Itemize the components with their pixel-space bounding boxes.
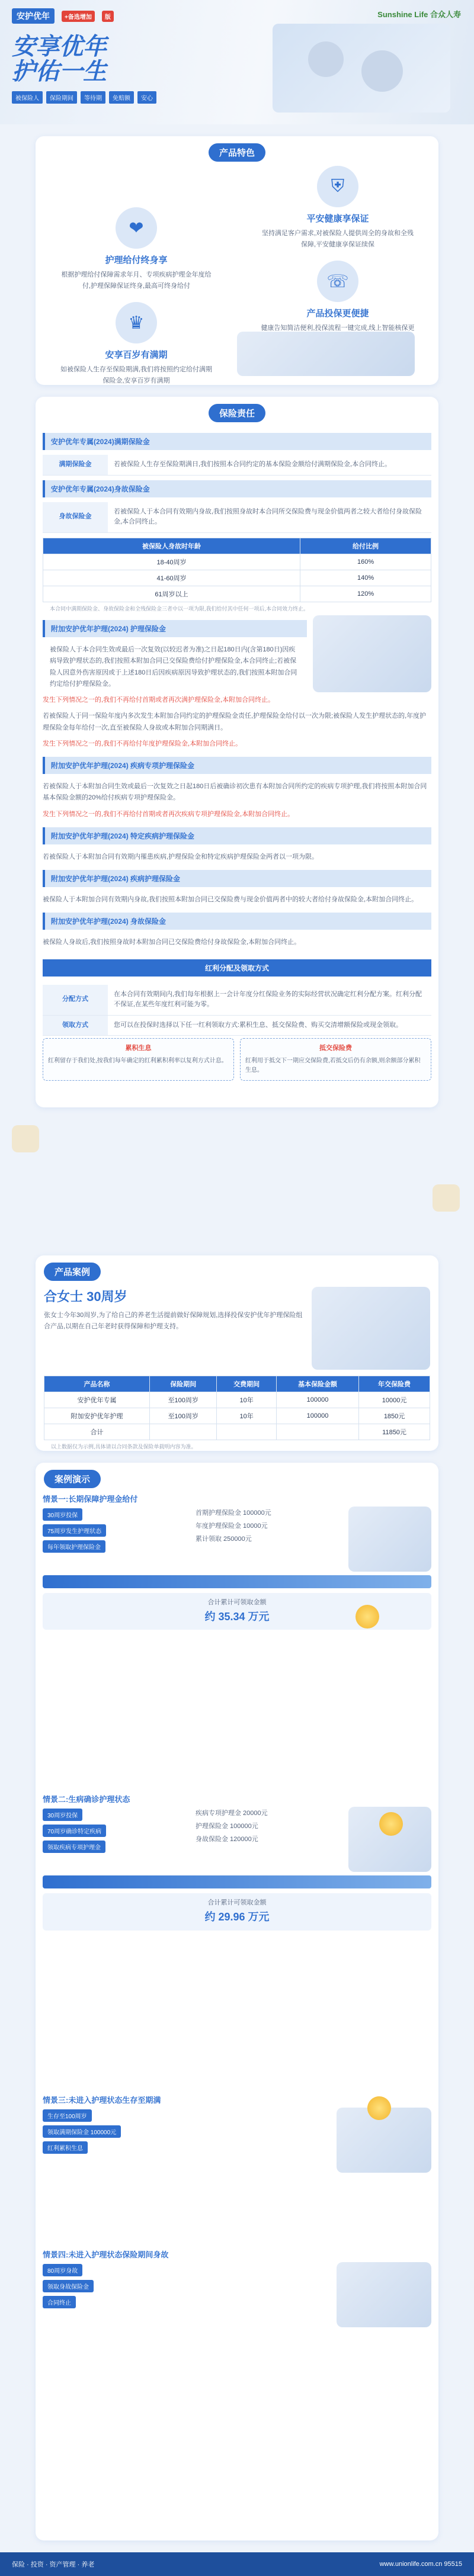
hero-banner xyxy=(0,0,474,124)
feature-item xyxy=(53,207,219,291)
features-title: 产品特色 xyxy=(209,143,265,162)
option-title: 累积生息 xyxy=(125,1045,152,1052)
summary-value: 约 29.96 万元 xyxy=(204,1910,270,1923)
table-cell: 附加安护优年护理 xyxy=(44,1408,150,1424)
person-figure xyxy=(308,41,344,77)
option-text: 红利用于抵交下一期应交保险费,若抵交后仍有余额,则余额部分累积生息。 xyxy=(245,1058,421,1074)
case-title: 情景三:未进入护理状态生存至期满 xyxy=(43,2095,161,2105)
panel-row xyxy=(43,1016,431,1036)
design-title: 保险责任 xyxy=(209,404,265,422)
note-text: 以上数据仅为示例,具体请以合同条款及保险单载明内容为准。 xyxy=(51,1444,197,1450)
panel-text: 在本合同有效期间内,我们每年根据上一会计年度分红保险业务的实际经营状况确定红利分配方案。红利分配不保证,在某些年度红利可能为零。 xyxy=(114,990,422,1008)
summary-label: 合计累计可领取金额 xyxy=(207,1599,267,1606)
table-row xyxy=(44,1408,430,1424)
features-card xyxy=(36,136,438,385)
duty-row xyxy=(43,502,431,533)
table-cell: 10000元 xyxy=(359,1392,430,1408)
feature-title: 护理给付终身享 xyxy=(105,255,168,265)
footer-right: www.unionlife.com.cn 95515 xyxy=(379,2561,462,2568)
care-para: 若被保险人于本附加合同有效期内罹患疾病,护理保险金和特定疾病护理保险金两者以一项为限。 xyxy=(43,853,319,860)
case-step: 领取疾病专项护理金 xyxy=(43,1841,105,1853)
hero-tag: 被保险人 xyxy=(12,91,43,104)
case-step: 75周岁发生护理状态 xyxy=(43,1524,106,1537)
case-amount: 疾病专项护理金 20000元 xyxy=(196,1810,268,1817)
care-warning: 发生下列情况之一的,我们不再给付首期或者再次满护理保险金,本附加合同终止。 xyxy=(43,696,275,704)
table-cell xyxy=(150,1424,217,1440)
ratio-table xyxy=(43,538,431,602)
duty-text: 若被保险人于本合同有效期内身故,我们按照身故时本合同所交保险费与现金价值两者之较大者给付身故保险金,本合同终止。 xyxy=(114,508,422,526)
care-para: 若被保险人于本附加合同生效或最后一次复效之日起180日后被确诊初次患有本附加合同所约定的疾病专项护理,我们将按照本附加合同基本保险金额的20%给付疾病专项护理保险金。 xyxy=(43,783,427,802)
coin-icon xyxy=(367,2096,391,2120)
table-cell: 合计 xyxy=(44,1424,150,1440)
feature-desc: 如被保险人生存至保险期满,我们将按照约定给付满期保险金,安享百岁有满期 xyxy=(60,366,213,384)
case-step: 合同终止 xyxy=(43,2296,76,2308)
table-cell xyxy=(217,1424,276,1440)
slogan-line-1: 安享优年 xyxy=(12,33,107,60)
case-summary xyxy=(43,1893,431,1930)
feature-title: 平安健康享保证 xyxy=(306,214,369,224)
woman-photo xyxy=(312,1287,430,1370)
case-amount: 累计领取 250000元 xyxy=(196,1536,252,1543)
case-step: 红利累积生息 xyxy=(43,2141,88,2154)
case-step: 80周岁身故 xyxy=(43,2264,82,2276)
table-cell: 11850元 xyxy=(359,1424,430,1440)
phone-icon: ☏ xyxy=(317,261,358,302)
table-cell: 10年 xyxy=(217,1392,276,1408)
dividend-option xyxy=(240,1038,431,1081)
feature-desc: 根据护理给付保障需求年月、专项疾病护理金年度给付,护理保障保证终身,最高可终身给付 xyxy=(61,271,212,290)
footer xyxy=(0,2552,474,2576)
brand-sub: +备选增加 xyxy=(62,11,95,22)
panel-label: 分配方式 xyxy=(43,985,108,1015)
dividend-option xyxy=(43,1038,234,1081)
feature-desc: 坚持满足客户需求,对被保险人提供周全的身故和全残保障,平安健康享保证续保 xyxy=(261,230,414,248)
plan-card xyxy=(36,1255,438,1451)
elderly-photo xyxy=(237,332,415,376)
case-step: 领取身故保险金 xyxy=(43,2280,94,2292)
plan-title: 产品案例 xyxy=(44,1263,101,1281)
gift-icon xyxy=(433,1184,460,1212)
table-cell xyxy=(276,1424,358,1440)
case-step: 生存至100周岁 xyxy=(43,2109,92,2122)
table-header: 保险期间 xyxy=(150,1376,217,1392)
case-title: 情景一:长期保障护理金给付 xyxy=(43,1495,138,1504)
feature-item xyxy=(255,166,421,250)
case-amount: 身故保险金 120000元 xyxy=(196,1836,258,1843)
table-cell: 100000 xyxy=(276,1392,358,1408)
case-illustration xyxy=(348,1507,431,1572)
duty-text: 若被保险人生存至保险期满日,我们按照本合同约定的基本保险金额给付满期保险金,本合同终止。 xyxy=(114,461,392,468)
case-step: 领取满期保险金 100000元 xyxy=(43,2125,121,2138)
section-bar: 附加安护优年护理(2024) 疾病护理保险金 xyxy=(43,870,431,887)
case-step: 70周岁确诊特定疾病 xyxy=(43,1825,106,1837)
panel-title: 红利分配及领取方式 xyxy=(43,959,431,977)
company-logo: Sunshine Life 合众人寿 xyxy=(377,10,461,19)
table-header: 年交保险费 xyxy=(359,1376,430,1392)
option-text: 红利留存于我们处,按我们每年确定的红利累积利率以复利方式计息。 xyxy=(48,1058,228,1065)
design-card xyxy=(36,397,438,1107)
table-cell: 至100周岁 xyxy=(150,1408,217,1424)
duty-row xyxy=(43,455,431,476)
case-amount: 护理保险金 100000元 xyxy=(196,1823,258,1830)
summary-label: 合计累计可领取金额 xyxy=(207,1899,267,1907)
case-amount: 年度护理保险金 10000元 xyxy=(196,1523,268,1530)
section-bar: 附加安护优年护理(2024) 疾病专项护理保险金 xyxy=(43,757,431,774)
table-header: 给付比例 xyxy=(300,538,431,554)
care-photo xyxy=(313,615,431,692)
person-figure xyxy=(361,50,403,92)
case-illustration xyxy=(337,2262,431,2327)
table-row xyxy=(43,570,431,586)
panel-label: 领取方式 xyxy=(43,1016,108,1036)
table-cell: 18-40周岁 xyxy=(43,554,300,570)
case-title: 情景二:生病确诊护理状态 xyxy=(43,1795,130,1804)
hero-tag: 保险期间 xyxy=(46,91,77,104)
case-title: 情景四:未进入护理状态保险期间身故 xyxy=(43,2250,169,2259)
table-cell: 61周岁以上 xyxy=(43,586,300,602)
section-bar: 安护优年专属(2024)满期保险金 xyxy=(43,433,431,450)
brand-main: 安护优年 xyxy=(12,8,55,24)
crown-icon: ♛ xyxy=(116,302,157,343)
care-icon: ❤ xyxy=(116,207,157,249)
care-warning: 发生下列情况之一的,我们不再给付年度护理保险金,本附加合同终止。 xyxy=(43,740,242,747)
section-bar: 附加安护优年护理(2024) 护理保险金 xyxy=(43,620,307,637)
feature-desc: 健康告知简洁便利,投保流程一键完成,线上智能核保更 xyxy=(261,325,415,332)
coin-icon xyxy=(379,1812,403,1836)
gift-icon xyxy=(12,1125,39,1152)
case-step: 30周岁投保 xyxy=(43,1508,82,1521)
table-header: 被保险人身故时年龄 xyxy=(43,538,300,554)
cases-title: 案例演示 xyxy=(44,1470,101,1488)
care-para: 被保险人身故后,我们按照身故时本附加合同已交保险费给付身故保险金,本附加合同终止。 xyxy=(43,939,301,946)
slogan-line-2: 护佑一生 xyxy=(12,57,107,85)
hero-photo xyxy=(273,24,450,113)
footer-left: 保险 · 投资 · 资产管理 · 养老 xyxy=(12,2561,95,2568)
case-amount: 首期护理保险金 100000元 xyxy=(196,1509,271,1517)
feature-title: 产品投保更便捷 xyxy=(306,309,369,319)
section-bar: 附加安护优年护理(2024) 特定疾病护理保险金 xyxy=(43,827,431,844)
table-header: 产品名称 xyxy=(44,1376,150,1392)
case-intro: 张女士今年30周岁,为了给自己的养老生活提前做好保障规划,选择投保安护优年护理保险组合产品,以期在自己年老时获得保障和护理支持。 xyxy=(44,1312,303,1331)
care-warning: 发生下列情况之一的,我们不再给付首期或者再次疾病专项护理保险金,本附加合同终止。 xyxy=(43,810,294,818)
table-cell: 1850元 xyxy=(359,1408,430,1424)
section-bar: 安护优年专属(2024)身故保险金 xyxy=(43,480,431,497)
feature-title: 安享百岁有满期 xyxy=(105,350,168,360)
case-timeline xyxy=(43,1575,431,1588)
summary-value: 约 35.34 万元 xyxy=(204,1610,270,1623)
note-text: 本合同中满期保险金、身故保险金和全残保险金三者中以一项为限,我们给付其中任何一项后,本合同效力终止。 xyxy=(50,605,309,612)
case-step: 30周岁投保 xyxy=(43,1809,82,1821)
hero-tag: 等待期 xyxy=(81,91,105,104)
coin-icon xyxy=(356,1605,379,1629)
option-title: 抵交保险费 xyxy=(319,1045,352,1052)
care-para: 被保险人于本附加合同有效期内身故,我们按照本附加合同已交保险费与现金价值两者中的较大者给付身故保险金,本附加合同终止。 xyxy=(43,896,418,904)
table-cell: 120% xyxy=(300,586,431,602)
shield-icon: ⛨ xyxy=(317,166,358,207)
table-row xyxy=(43,554,431,570)
feature-item xyxy=(53,302,219,386)
table-row xyxy=(44,1392,430,1408)
case-timeline xyxy=(43,1875,431,1888)
table-row xyxy=(43,586,431,602)
table-cell: 至100周岁 xyxy=(150,1392,217,1408)
duty-label: 身故保险金 xyxy=(43,502,108,532)
duty-label: 满期保险金 xyxy=(43,455,108,475)
table-cell: 10年 xyxy=(217,1408,276,1424)
panel-row xyxy=(43,985,431,1016)
hero-tag: 安心 xyxy=(137,91,156,104)
case-person: 合女士 30周岁 xyxy=(44,1289,127,1304)
hero-tag: 免赔额 xyxy=(109,91,134,104)
plan-table xyxy=(44,1376,430,1440)
table-header: 基本保险金额 xyxy=(276,1376,358,1392)
table-cell: 安护优年专属 xyxy=(44,1392,150,1408)
table-cell: 160% xyxy=(300,554,431,570)
case-step: 每年领取护理保险金 xyxy=(43,1540,105,1553)
cases-card xyxy=(36,1463,438,2540)
care-para: 若被保险人于同一保险年度内多次发生本附加合同约定的护理保险金责任,护理保险金给付以一次为限;被保险人发生护理状态的,年度护理保险金每年给付一次,直至被保险人身故或本附加合同期满日。 xyxy=(43,712,427,731)
table-cell: 100000 xyxy=(276,1408,358,1424)
care-para: 被保险人于本合同生效或最后一次复效(以较迟者为准)之日起180日内(含第180日)因疾病导致护理状态的,我们按照本附加合同已交保险费给付护理保险金,本合同终止;若被保险人因意外伤害原因或于上述180日后因疾病原因导致护理状态的,我们按照本附加合同约定给付护理保险金。 xyxy=(50,646,297,688)
table-header: 交费期间 xyxy=(217,1376,276,1392)
brand-badge: 版 xyxy=(102,11,114,22)
table-cell: 41-60周岁 xyxy=(43,570,300,586)
section-bar: 附加安护优年护理(2024) 身故保险金 xyxy=(43,913,431,930)
panel-text: 您可以在投保时选择以下任一红利领取方式:累积生息、抵交保险费、购买交清增额保险或现金领取。 xyxy=(114,1021,403,1029)
table-row xyxy=(44,1424,430,1440)
table-cell: 140% xyxy=(300,570,431,586)
